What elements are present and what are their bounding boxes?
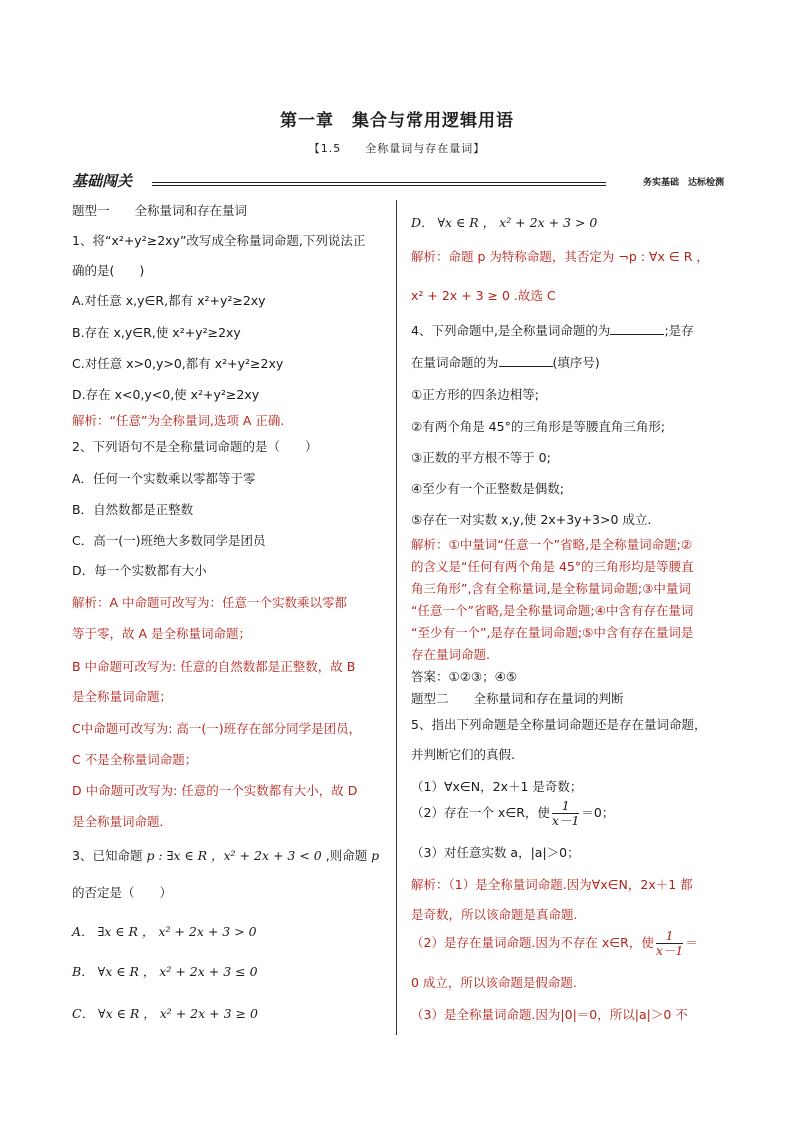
question-1-option-c: C.对任意 x>0,y>0,都有 x²+y²≥2xy (72, 356, 284, 371)
fraction-numerator: 1 (656, 929, 684, 944)
question-4-line-2 (411, 353, 600, 371)
question-4-line-1 (411, 321, 694, 339)
answer-4-line-4: “任意一个”省略,是全称量词命题;④中含有存在量词 (411, 603, 694, 618)
question-5-line-1: 5、指出下列命题是全称量词命题还是存在量词命题， (411, 717, 707, 732)
answer-4-line-2: 的含义是“任何有两个角是 45°的三角形均是等腰直 (411, 559, 694, 574)
banner-rule (152, 182, 606, 186)
question-5-item-2-suffix: ＝0； (581, 805, 615, 820)
question-5-item-1: （1）∀x∈N，2x＋1 是奇数； (411, 779, 583, 794)
question-3-option-d: D． ∀x ∈ R ， x² + 2x + 3 > 0 (411, 215, 598, 230)
answer-5-line-3-suffix: ＝ (685, 935, 698, 950)
answer-5-line-5: （3）是全称量词命题.因为|0|＝0，所以|a|＞0 不 (411, 1007, 688, 1022)
question-1-option-b: B.存在 x,y∈R,使 x²+y²≥2xy (72, 325, 241, 340)
answer-4-line-3: 角三角形”,含有全称量词,是全称量词命题;③中量词 (411, 581, 691, 596)
topic-heading-2: 题型二 全称量词和存在量词的判断 (411, 691, 624, 706)
answer-2-line-4: 是全称量词命题； (72, 689, 173, 704)
question-4-item-4: ④至少有一个正整数是偶数; (411, 481, 564, 496)
answer-2-line-8: 是全称量词命题． (72, 814, 173, 829)
section-tagline: 务实基础 达标检测 (642, 178, 724, 188)
fraction (656, 929, 684, 958)
answer-2-line-2: 等于零，故 A 是全称量词命题； (72, 626, 251, 641)
answer-3-line-1: 解析：命题 p 为特称命题，其否定为 ¬p : ∀x ∈ R ， (411, 249, 709, 264)
fraction-numerator: 1 (552, 799, 580, 814)
answer-4-line-1: 解析：①中量词“任意一个”省略,是全称量词命题;② (411, 537, 693, 552)
answer-1: 解析：“任意”为全称量词,选项 A 正确. (72, 413, 285, 428)
answer-blank-2 (499, 366, 553, 367)
fraction-denominator: x－1 (551, 813, 580, 828)
answer-2-line-5: C中命题可改写为: 高一(一)班存在部分同学是团员， (72, 721, 362, 736)
question-4-suffix: ;是存 (664, 323, 694, 338)
topic-heading-1: 题型一 全称量词和存在量词 (72, 203, 248, 218)
column-divider (396, 200, 397, 1035)
section-title: 基础闯关 (72, 172, 133, 190)
answer-2-line-7: D 中命题可改写为: 任意的一个实数都有大小，故 D (72, 783, 358, 798)
answer-2-line-6: C 不是全称量词命题； (72, 752, 198, 767)
question-5-item-3: （3）对任意实数 a，|a|＞0； (411, 845, 580, 860)
question-2-option-a: A．任何一个实数乘以零都等于零 (72, 471, 256, 486)
answer-4-line-6: 存在量词命题. (411, 647, 490, 662)
question-3-prefix: 3、已知命题 (72, 848, 147, 863)
answer-5-line-3 (411, 929, 698, 958)
question-1-line-2: 确的是( ) (72, 263, 145, 278)
question-4-prefix: 4、下列命题中,是全称量词命题的为 (411, 323, 611, 338)
question-3-variable: p (371, 848, 380, 863)
section-banner (72, 170, 724, 192)
question-5-line-2: 并判断它们的真假. (411, 747, 515, 762)
question-4-item-2: ②有两个角是 45°的三角形是等腰直角三角形; (411, 419, 666, 434)
question-3-option-a: A． ∃x ∈ R ， x² + 2x + 3 > 0 (72, 924, 257, 939)
question-3-option-c: C． ∀x ∈ R ， x² + 2x + 3 ≥ 0 (72, 1006, 258, 1021)
answer-4-result: 答案：①②③；④⑤ (411, 669, 518, 684)
page-subtitle: 【1.5 全称量词与存在量词】 (308, 142, 486, 155)
question-3-line-1 (72, 846, 379, 864)
question-4-item-5: ⑤存在一对实数 x,y,使 2x+3y+3>0 成立. (411, 512, 652, 527)
question-4-item-3: ③正数的平方根不等于 0; (411, 450, 551, 465)
fraction-denominator: x－1 (655, 943, 684, 958)
answer-5-line-3-prefix: （2）是存在量词命题.因为不存在 x∈R，使 (411, 935, 654, 950)
question-3-formula: p : ∃x ∈ R ，x² + 2x + 3 < 0 (146, 848, 322, 863)
answer-2-line-3: B 中命题可改写为: 任意的自然数都是正整数，故 B (72, 659, 356, 674)
page-title: 第一章 集合与常用逻辑用语 (280, 111, 514, 131)
answer-4-line-5: “至少有一个”,是存在量词命题;⑤中含有存在量词是 (411, 625, 694, 640)
answer-2-line-1: 解析：A 中命题可改写为：任意一个实数乘以零都 (72, 595, 348, 610)
answer-blank-1 (610, 334, 664, 335)
question-5-item-2 (411, 799, 614, 828)
answer-5-line-2: 是奇数，所以该命题是真命题. (411, 907, 578, 922)
question-4-line-2-suffix: (填序号) (552, 355, 600, 370)
question-5-item-2-prefix: （2）存在一个 x∈R，使 (411, 805, 550, 820)
question-3-line-2: 的否定是（ ） (72, 885, 173, 900)
answer-5-line-1: 解析：（1）是全称量词命题.因为∀x∈N，2x＋1 都 (411, 877, 693, 892)
question-3-option-b: B． ∀x ∈ R ， x² + 2x + 3 ≤ 0 (72, 964, 258, 979)
question-3-suffix: ,则命题 (321, 848, 372, 863)
question-1-line-1: 1、将“x²+y²≥2xy”改写成全称量词命题,下列说法正 (72, 233, 366, 248)
question-2-option-c: C．高一(一)班绝大多数同学是团员 (72, 533, 266, 548)
question-2-option-d: D．每一个实数都有大小 (72, 563, 207, 578)
question-4-item-1: ①正方形的四条边相等; (411, 387, 539, 402)
fraction (552, 799, 580, 828)
question-2: 2、下列语句不是全称量词命题的是（ ） (72, 439, 318, 454)
question-4-line-2-prefix: 在量词命题的为 (411, 355, 499, 370)
question-1-option-d: D.存在 x<0,y<0,使 x²+y²≥2xy (72, 387, 260, 402)
question-2-option-b: B．自然数都是正整数 (72, 502, 194, 517)
answer-5-line-4: 0 成立，所以该命题是假命题. (411, 975, 577, 990)
question-1-option-a: A.对任意 x,y∈R,都有 x²+y²≥2xy (72, 293, 266, 308)
answer-3-line-2: x² + 2x + 3 ≥ 0 .故选 C (411, 288, 556, 303)
